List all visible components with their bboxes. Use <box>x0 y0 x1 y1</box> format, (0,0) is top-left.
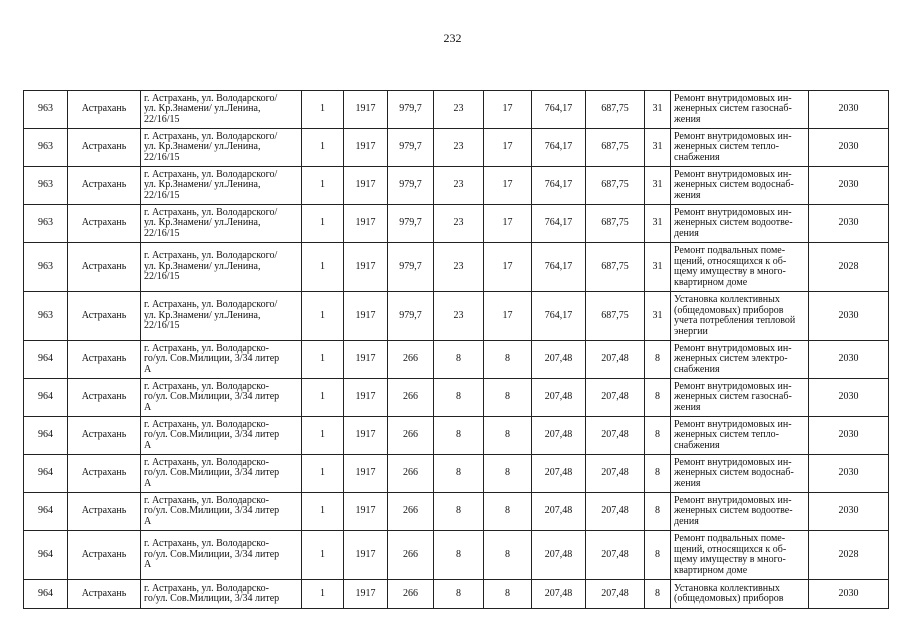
table-row <box>24 129 889 167</box>
house-number-cell: 963 <box>24 91 68 129</box>
value-cell: 17 <box>484 167 532 205</box>
value-cell: 207,48 <box>532 341 586 379</box>
value-cell: 207,48 <box>532 580 586 609</box>
value-cell: 1 <box>302 129 344 167</box>
work-type-cell: Установка коллективных (общедомовых) приборов <box>671 580 809 609</box>
address-cell: г. Астрахань, ул. Володарско- го/ул. Сов.Милиции, 3/34 литер А <box>141 455 302 493</box>
value-cell: 17 <box>484 205 532 243</box>
table-row <box>24 493 889 531</box>
house-number-cell: 964 <box>24 455 68 493</box>
address-cell: г. Астрахань, ул. Володарского/ ул. Кр.Знамени/ ул.Ленина, 22/16/15 <box>141 129 302 167</box>
value-cell: 8 <box>484 417 532 455</box>
value-cell: 764,17 <box>532 167 586 205</box>
value-cell: 31 <box>645 205 671 243</box>
work-type-cell: Ремонт внутридомовых ин- женерных систем газоснаб- жения <box>671 91 809 129</box>
value-cell: 1 <box>302 167 344 205</box>
work-type-cell: Ремонт подвальных поме- щений, относящихся к об- щему имуществу в много- квартирном доме <box>671 531 809 580</box>
value-cell: 8 <box>434 417 484 455</box>
value-cell: 207,48 <box>532 455 586 493</box>
address-cell: г. Астрахань, ул. Володарско- го/ул. Сов.Милиции, 3/34 литер А <box>141 341 302 379</box>
address-cell: г. Астрахань, ул. Володарского/ ул. Кр.Знамени/ ул.Ленина, 22/16/15 <box>141 167 302 205</box>
table-row <box>24 205 889 243</box>
value-cell: 1 <box>302 292 344 341</box>
table-row <box>24 243 889 292</box>
value-cell: 764,17 <box>532 243 586 292</box>
work-type-cell: Ремонт внутридомовых ин- женерных систем газоснаб- жения <box>671 379 809 417</box>
city-cell: Астрахань <box>68 129 141 167</box>
deadline-year-cell: 2030 <box>809 379 889 417</box>
table-row <box>24 292 889 341</box>
work-type-cell: Ремонт внутридомовых ин- женерных систем водоснаб- жения <box>671 167 809 205</box>
table-row <box>24 455 889 493</box>
value-cell: 8 <box>645 379 671 417</box>
house-number-cell: 963 <box>24 129 68 167</box>
value-cell: 687,75 <box>586 91 645 129</box>
value-cell: 31 <box>645 167 671 205</box>
work-type-cell: Ремонт внутридомовых ин- женерных систем водоотве- дения <box>671 493 809 531</box>
city-cell: Астрахань <box>68 580 141 609</box>
house-number-cell: 964 <box>24 417 68 455</box>
house-number-cell: 964 <box>24 341 68 379</box>
work-type-cell: Ремонт внутридомовых ин- женерных систем водоотве- дения <box>671 205 809 243</box>
year-cell: 1917 <box>344 243 388 292</box>
deadline-year-cell: 2030 <box>809 292 889 341</box>
address-cell: г. Астрахань, ул. Володарско- го/ул. Сов.Милиции, 3/34 литер А <box>141 531 302 580</box>
value-cell: 31 <box>645 292 671 341</box>
value-cell: 8 <box>484 455 532 493</box>
area-cell: 979,7 <box>388 91 434 129</box>
city-cell: Астрахань <box>68 292 141 341</box>
value-cell: 31 <box>645 91 671 129</box>
value-cell: 207,48 <box>532 379 586 417</box>
year-cell: 1917 <box>344 205 388 243</box>
table-row <box>24 580 889 609</box>
value-cell: 764,17 <box>532 91 586 129</box>
value-cell: 1 <box>302 531 344 580</box>
value-cell: 8 <box>645 580 671 609</box>
year-cell: 1917 <box>344 580 388 609</box>
value-cell: 23 <box>434 129 484 167</box>
table-row <box>24 91 889 129</box>
city-cell: Астрахань <box>68 455 141 493</box>
value-cell: 8 <box>434 379 484 417</box>
year-cell: 1917 <box>344 91 388 129</box>
address-cell: г. Астрахань, ул. Володарского/ ул. Кр.Знамени/ ул.Ленина, 22/16/15 <box>141 292 302 341</box>
area-cell: 266 <box>388 531 434 580</box>
value-cell: 8 <box>484 341 532 379</box>
value-cell: 207,48 <box>586 493 645 531</box>
area-cell: 979,7 <box>388 292 434 341</box>
year-cell: 1917 <box>344 531 388 580</box>
value-cell: 23 <box>434 292 484 341</box>
value-cell: 1 <box>302 580 344 609</box>
address-cell: г. Астрахань, ул. Володарско- го/ул. Сов.Милиции, 3/34 литер А <box>141 379 302 417</box>
work-type-cell: Установка коллективных (общедомовых) приборов учета потребления тепловой энергии <box>671 292 809 341</box>
area-cell: 979,7 <box>388 243 434 292</box>
value-cell: 207,48 <box>532 417 586 455</box>
value-cell: 207,48 <box>532 531 586 580</box>
table-row <box>24 417 889 455</box>
address-cell: г. Астрахань, ул. Володарско- го/ул. Сов.Милиции, 3/34 литер А <box>141 493 302 531</box>
value-cell: 687,75 <box>586 205 645 243</box>
address-cell: г. Астрахань, ул. Володарского/ ул. Кр.Знамени/ ул.Ленина, 22/16/15 <box>141 243 302 292</box>
value-cell: 17 <box>484 243 532 292</box>
address-cell: г. Астрахань, ул. Володарского/ ул. Кр.Знамени/ ул.Ленина, 22/16/15 <box>141 91 302 129</box>
value-cell: 8 <box>484 580 532 609</box>
deadline-year-cell: 2028 <box>809 531 889 580</box>
year-cell: 1917 <box>344 417 388 455</box>
address-cell: г. Астрахань, ул. Володарско- го/ул. Сов.Милиции, 3/34 литер <box>141 580 302 609</box>
value-cell: 8 <box>484 379 532 417</box>
year-cell: 1917 <box>344 292 388 341</box>
deadline-year-cell: 2030 <box>809 580 889 609</box>
table-row <box>24 341 889 379</box>
value-cell: 764,17 <box>532 205 586 243</box>
value-cell: 207,48 <box>586 341 645 379</box>
deadline-year-cell: 2030 <box>809 417 889 455</box>
city-cell: Астрахань <box>68 167 141 205</box>
deadline-year-cell: 2030 <box>809 91 889 129</box>
house-number-cell: 963 <box>24 205 68 243</box>
year-cell: 1917 <box>344 493 388 531</box>
area-cell: 266 <box>388 417 434 455</box>
work-type-cell: Ремонт подвальных поме- щений, относящихся к об- щему имуществу в много- квартирном доме <box>671 243 809 292</box>
house-number-cell: 964 <box>24 580 68 609</box>
value-cell: 8 <box>434 455 484 493</box>
city-cell: Астрахань <box>68 493 141 531</box>
city-cell: Астрахань <box>68 379 141 417</box>
year-cell: 1917 <box>344 341 388 379</box>
value-cell: 8 <box>645 531 671 580</box>
year-cell: 1917 <box>344 455 388 493</box>
value-cell: 8 <box>434 341 484 379</box>
value-cell: 8 <box>645 341 671 379</box>
value-cell: 687,75 <box>586 292 645 341</box>
area-cell: 266 <box>388 580 434 609</box>
value-cell: 1 <box>302 455 344 493</box>
area-cell: 979,7 <box>388 129 434 167</box>
value-cell: 207,48 <box>532 493 586 531</box>
value-cell: 1 <box>302 243 344 292</box>
value-cell: 23 <box>434 91 484 129</box>
year-cell: 1917 <box>344 379 388 417</box>
value-cell: 207,48 <box>586 580 645 609</box>
page-bottom-margin <box>0 631 905 640</box>
deadline-year-cell: 2028 <box>809 243 889 292</box>
deadline-year-cell: 2030 <box>809 455 889 493</box>
address-cell: г. Астрахань, ул. Володарского/ ул. Кр.Знамени/ ул.Ленина, 22/16/15 <box>141 205 302 243</box>
area-cell: 266 <box>388 341 434 379</box>
value-cell: 31 <box>645 243 671 292</box>
value-cell: 207,48 <box>586 417 645 455</box>
value-cell: 8 <box>645 455 671 493</box>
house-number-cell: 963 <box>24 292 68 341</box>
work-type-cell: Ремонт внутридомовых ин- женерных систем тепло- снабжения <box>671 129 809 167</box>
value-cell: 1 <box>302 205 344 243</box>
value-cell: 1 <box>302 417 344 455</box>
value-cell: 23 <box>434 167 484 205</box>
house-number-cell: 964 <box>24 493 68 531</box>
deadline-year-cell: 2030 <box>809 167 889 205</box>
value-cell: 1 <box>302 341 344 379</box>
value-cell: 8 <box>484 531 532 580</box>
house-number-cell: 963 <box>24 167 68 205</box>
value-cell: 8 <box>484 493 532 531</box>
deadline-year-cell: 2030 <box>809 341 889 379</box>
value-cell: 1 <box>302 91 344 129</box>
value-cell: 687,75 <box>586 167 645 205</box>
value-cell: 207,48 <box>586 455 645 493</box>
value-cell: 764,17 <box>532 129 586 167</box>
area-cell: 266 <box>388 493 434 531</box>
value-cell: 764,17 <box>532 292 586 341</box>
area-cell: 266 <box>388 379 434 417</box>
house-number-cell: 963 <box>24 243 68 292</box>
value-cell: 207,48 <box>586 379 645 417</box>
city-cell: Астрахань <box>68 205 141 243</box>
city-cell: Астрахань <box>68 531 141 580</box>
value-cell: 8 <box>434 493 484 531</box>
value-cell: 17 <box>484 91 532 129</box>
house-number-cell: 964 <box>24 379 68 417</box>
value-cell: 8 <box>434 531 484 580</box>
work-type-cell: Ремонт внутридомовых ин- женерных систем тепло- снабжения <box>671 417 809 455</box>
work-type-cell: Ремонт внутридомовых ин- женерных систем электро- снабжения <box>671 341 809 379</box>
address-cell: г. Астрахань, ул. Володарско- го/ул. Сов.Милиции, 3/34 литер А <box>141 417 302 455</box>
value-cell: 8 <box>645 417 671 455</box>
table-row <box>24 531 889 580</box>
city-cell: Астрахань <box>68 91 141 129</box>
value-cell: 1 <box>302 379 344 417</box>
value-cell: 1 <box>302 493 344 531</box>
city-cell: Астрахань <box>68 341 141 379</box>
work-type-cell: Ремонт внутридомовых ин- женерных систем водоснаб- жения <box>671 455 809 493</box>
value-cell: 687,75 <box>586 129 645 167</box>
value-cell: 687,75 <box>586 243 645 292</box>
table-row <box>24 379 889 417</box>
capital-repair-table <box>23 90 889 609</box>
area-cell: 979,7 <box>388 167 434 205</box>
page-number: 232 <box>443 31 462 45</box>
year-cell: 1917 <box>344 167 388 205</box>
deadline-year-cell: 2030 <box>809 205 889 243</box>
area-cell: 266 <box>388 455 434 493</box>
value-cell: 207,48 <box>586 531 645 580</box>
value-cell: 17 <box>484 129 532 167</box>
deadline-year-cell: 2030 <box>809 493 889 531</box>
city-cell: Астрахань <box>68 417 141 455</box>
year-cell: 1917 <box>344 129 388 167</box>
table-row <box>24 167 889 205</box>
value-cell: 23 <box>434 243 484 292</box>
value-cell: 23 <box>434 205 484 243</box>
city-cell: Астрахань <box>68 243 141 292</box>
value-cell: 8 <box>645 493 671 531</box>
house-number-cell: 964 <box>24 531 68 580</box>
value-cell: 17 <box>484 292 532 341</box>
area-cell: 979,7 <box>388 205 434 243</box>
value-cell: 8 <box>434 580 484 609</box>
value-cell: 31 <box>645 129 671 167</box>
deadline-year-cell: 2030 <box>809 129 889 167</box>
